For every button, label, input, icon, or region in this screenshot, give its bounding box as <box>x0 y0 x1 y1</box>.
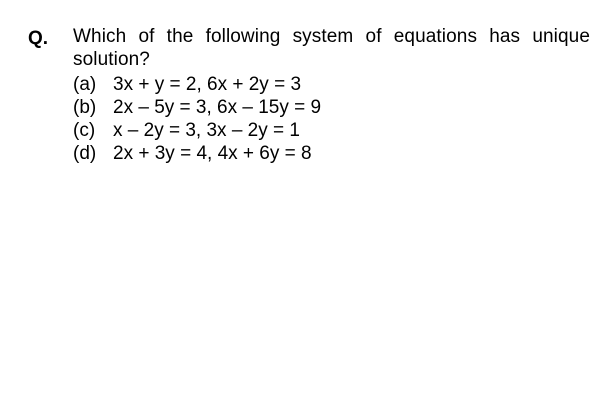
option-b-label: (b) <box>73 97 97 118</box>
option-b <box>73 96 590 119</box>
option-c-label: (c) <box>73 120 96 141</box>
option-c <box>73 119 590 142</box>
option-d-label: (d) <box>73 143 97 164</box>
option-b-text: 2x – 5y = 3, 6x – 15y = 9 <box>113 97 322 118</box>
option-a-label: (a) <box>73 74 97 95</box>
option-d <box>73 142 590 165</box>
option-d-text: 2x + 3y = 4, 4x + 6y = 8 <box>113 143 312 164</box>
question-body <box>73 25 590 165</box>
question-label: Q. <box>28 28 49 49</box>
option-a-text: 3x + y = 2, 6x + 2y = 3 <box>113 74 302 95</box>
option-a <box>73 73 590 96</box>
question-text: Which of the following system of equations has unique solution? <box>73 26 590 70</box>
option-c-text: x – 2y = 3, 3x – 2y = 1 <box>113 120 300 141</box>
options-list <box>73 73 590 165</box>
